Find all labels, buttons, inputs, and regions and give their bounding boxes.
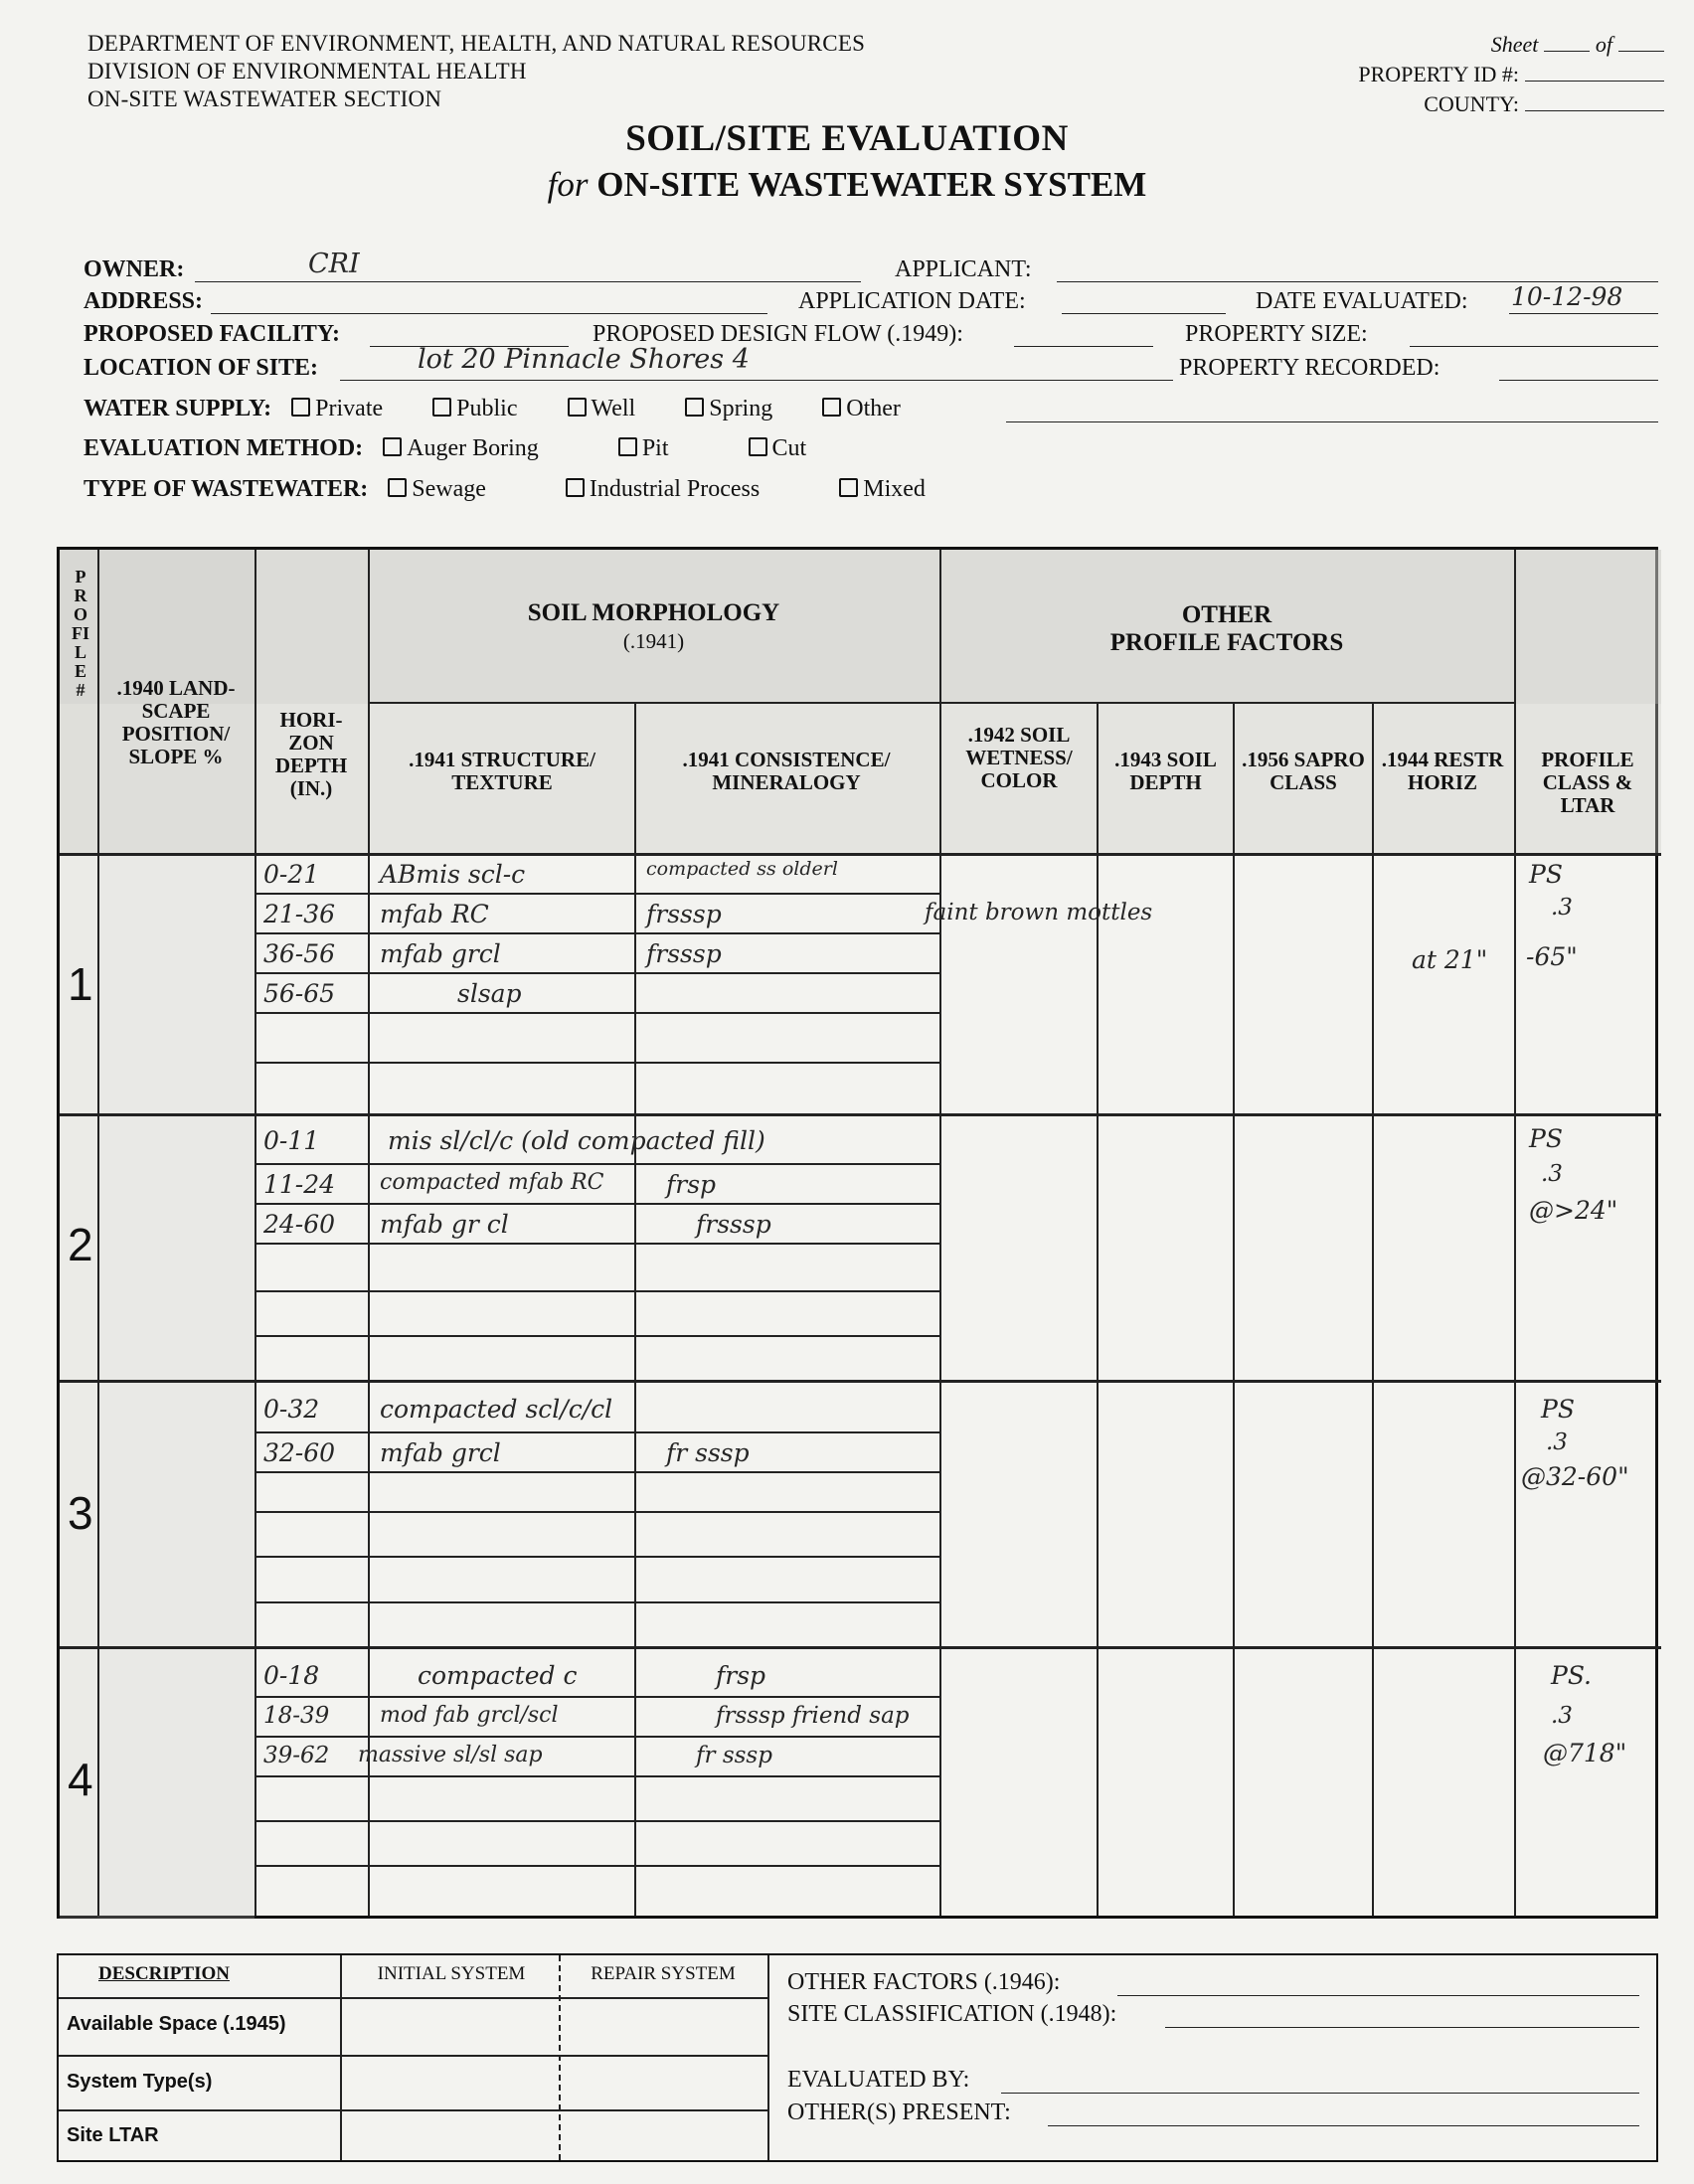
row-line (254, 1511, 939, 1513)
row-line (254, 1471, 939, 1473)
consistence-value: frsssp (696, 1210, 771, 1239)
profile-class-value: .3 (1551, 895, 1573, 921)
option-private: Private (315, 396, 384, 421)
structure-texture: ABmis scl-c (380, 860, 526, 889)
page-subtitle (0, 165, 1694, 205)
design-flow-label: PROPOSED DESIGN FLOW (.1949): (593, 321, 963, 347)
row-line (254, 1865, 939, 1867)
row-line (59, 2109, 767, 2111)
horizon-depth: 18-39 (263, 1703, 330, 1729)
row-line (59, 2055, 767, 2057)
profile-divider (60, 1113, 1661, 1116)
horizon-depth: 0-18 (263, 1661, 320, 1690)
profile-class-value: PS (1541, 1395, 1575, 1424)
option-industrial: Industrial Process (589, 476, 761, 502)
site-classification-label: SITE CLASSIFICATION (.1948): (787, 2001, 1117, 2027)
profile-class-header: PROFILE CLASS & LTAR (1541, 748, 1634, 817)
sheet-field[interactable] (1544, 33, 1590, 52)
profile-class-value: PS. (1551, 1661, 1593, 1690)
site-classification-field[interactable] (1165, 2027, 1639, 2028)
consistence-value: frsssp friend sap (716, 1703, 910, 1729)
checkbox-pit[interactable] (618, 437, 637, 456)
profile-class-value: -65" (1526, 942, 1578, 971)
evaluated-by-field[interactable] (1001, 2093, 1639, 2094)
horizon-depth: 21-36 (263, 900, 336, 928)
structure-header: .1941 STRUCTURE/ TEXTURE (409, 748, 595, 794)
system-type-label: System Type(s) (67, 2071, 213, 2093)
soil-depth-header: .1943 SOIL DEPTH (1114, 748, 1217, 794)
location-field[interactable] (340, 380, 1173, 381)
property-id-field[interactable] (1525, 63, 1664, 82)
option-spring: Spring (709, 396, 773, 421)
row-line (254, 893, 939, 895)
profile-divider (60, 1380, 1661, 1383)
row-line (254, 1820, 939, 1822)
property-size-field[interactable] (1410, 346, 1658, 347)
of-field[interactable] (1618, 33, 1664, 52)
soil-morphology-code: (.1941) (622, 629, 685, 653)
owner-value: CRI (308, 249, 360, 279)
consistence-value: frsp (666, 1170, 717, 1199)
horizon-depth: 32-60 (263, 1438, 336, 1467)
profile-class-value: .3 (1551, 1703, 1573, 1729)
structure-texture: mfab gr cl (380, 1210, 509, 1239)
row-line (254, 972, 939, 974)
restr-header: .1944 RESTR HORIZ (1381, 748, 1504, 794)
col-line (939, 550, 941, 1916)
location-value: lot 20 Pinnacle Shores 4 (418, 344, 750, 375)
horizon-depth: 36-56 (263, 939, 336, 968)
row-line (254, 1062, 939, 1064)
property-recorded-label: PROPERTY RECORDED: (1179, 355, 1440, 381)
col-line (1097, 704, 1099, 1916)
checkbox-other[interactable] (822, 398, 841, 417)
site-ltar-label: Site LTAR (67, 2124, 159, 2146)
col-line (1372, 704, 1374, 1916)
address-field[interactable] (211, 313, 767, 314)
profile-class-value: PS (1529, 860, 1563, 889)
structure-texture: mis sl/cl/c (old compacted fill) (388, 1126, 765, 1155)
property-size-label: PROPERTY SIZE: (1185, 321, 1368, 347)
soil-morphology-title: SOIL MORPHOLOGY (527, 599, 780, 626)
others-present-label: OTHER(S) PRESENT: (787, 2100, 1011, 2125)
soil-profile-table (57, 547, 1658, 1919)
wastewater-row (84, 476, 955, 503)
horizon-depth: 0-21 (263, 860, 320, 889)
date-evaluated-label: DATE EVALUATED: (1256, 288, 1468, 314)
row-line (254, 1163, 939, 1165)
structure-texture: compacted mfab RC (380, 1170, 604, 1195)
owner-label: OWNER: (84, 256, 185, 282)
consistence-value: fr sssp (666, 1438, 750, 1467)
col-line (1233, 704, 1235, 1916)
horizon-depth: 39-62 (263, 1743, 330, 1768)
structure-texture: mfab grcl (380, 1438, 501, 1467)
design-flow-field[interactable] (1014, 346, 1153, 347)
available-space-label: Available Space (.1945) (67, 2013, 286, 2035)
department-header (87, 30, 865, 113)
checkbox-well[interactable] (568, 398, 587, 417)
structure-texture: compacted scl/c/cl (380, 1395, 613, 1424)
restr-value: at 21" (1412, 945, 1488, 974)
col-line (1514, 550, 1516, 1916)
row-line (254, 1431, 939, 1433)
others-present-field[interactable] (1048, 2125, 1639, 2126)
county-field[interactable] (1525, 92, 1664, 111)
property-id-label: PROPERTY ID #: (1358, 62, 1519, 86)
option-other: Other (846, 396, 901, 421)
repair-system-header: REPAIR SYSTEM (591, 1963, 736, 1984)
sheet-label: Sheet (1490, 32, 1539, 57)
county-label: COUNTY: (1424, 91, 1519, 116)
col-line (97, 550, 99, 1916)
water-supply-row (84, 396, 901, 422)
structure-texture: mfab grcl (380, 939, 501, 968)
option-cut: Cut (771, 435, 807, 461)
checkbox-mixed[interactable] (839, 478, 858, 497)
option-sewage: Sewage (412, 476, 486, 502)
row-line (254, 1556, 939, 1558)
address-label: ADDRESS: (84, 288, 204, 314)
consistence-header: .1941 CONSISTENCE/ MINERALOGY (682, 748, 891, 794)
option-well: Well (591, 396, 636, 421)
consistence-value: compacted ss olderl (646, 858, 838, 880)
wetness-value: faint brown mottles (925, 900, 1153, 925)
profile-number: 2 (68, 1219, 93, 1270)
sheet-info (1358, 30, 1664, 119)
evaluated-by-label: EVALUATED BY: (787, 2067, 970, 2093)
profile-divider (60, 1646, 1661, 1649)
dept-line-3: ON-SITE WASTEWATER SECTION (87, 86, 442, 111)
row-line (254, 1775, 939, 1777)
header-divider (368, 702, 1514, 704)
checkbox-industrial[interactable] (566, 478, 585, 497)
profile-class-value: @>24" (1529, 1196, 1618, 1225)
row-line (254, 932, 939, 934)
horizon-depth: 0-32 (263, 1395, 320, 1424)
row-line (254, 1203, 939, 1205)
profile-number: 4 (68, 1754, 93, 1805)
horizon-depth: 24-60 (263, 1210, 336, 1239)
profile-class-value: .3 (1546, 1429, 1568, 1455)
date-evaluated-value: 10-12-98 (1511, 282, 1623, 311)
row-line (254, 1335, 939, 1337)
other-factors-subtitle: PROFILE FACTORS (1109, 629, 1344, 656)
consistence-value: frsssp (646, 900, 722, 928)
checkbox-auger-boring[interactable] (383, 437, 402, 456)
horizon-depth: 11-24 (263, 1170, 336, 1199)
horizon-depth: 56-65 (263, 979, 336, 1008)
evaluation-method-label: EVALUATION METHOD: (84, 435, 364, 461)
property-recorded-field[interactable] (1499, 380, 1658, 381)
of-label: of (1595, 32, 1612, 57)
row-line (254, 1736, 939, 1738)
other-factors-title: OTHER (1181, 601, 1272, 628)
row-line (59, 1997, 767, 1999)
checkbox-public[interactable] (432, 398, 451, 417)
application-date-field[interactable] (1062, 313, 1226, 314)
option-mixed: Mixed (863, 476, 926, 502)
checkbox-sewage[interactable] (388, 478, 407, 497)
consistence-value: fr sssp (696, 1743, 772, 1768)
proposed-facility-label: PROPOSED FACILITY: (84, 321, 341, 347)
page-title: SOIL/SITE EVALUATION (625, 118, 1069, 159)
structure-texture: mod fab grcl/scl (380, 1703, 559, 1728)
consistence-value: frsp (716, 1661, 766, 1690)
row-line (254, 1290, 939, 1292)
profile-number: 1 (68, 958, 93, 1010)
col-line (254, 550, 256, 1916)
profile-number-header: PROFILE # (72, 567, 89, 700)
location-label: LOCATION OF SITE: (84, 355, 319, 381)
row-line (254, 1012, 939, 1014)
other-supply-field[interactable] (1006, 421, 1658, 422)
profile-class-value: PS (1529, 1124, 1563, 1153)
dept-line-2: DIVISION OF ENVIRONMENTAL HEALTH (87, 59, 527, 84)
subtitle-for: for (547, 165, 589, 204)
col-line (368, 550, 370, 1916)
structure-texture: slsap (457, 979, 522, 1008)
consistence-value: frsssp (646, 939, 722, 968)
dept-line-1: DEPARTMENT OF ENVIRONMENT, HEALTH, AND NATURAL RESOURCES (87, 31, 866, 56)
option-pit: Pit (641, 435, 669, 461)
checkbox-spring[interactable] (685, 398, 704, 417)
col-line (767, 1955, 769, 2160)
horizon-header: HORI-ZON DEPTH (IN.) (274, 708, 348, 800)
landscape-header: .1940 LAND-SCAPE POSITION/ SLOPE % (116, 676, 236, 768)
sapro-header: .1956 SAPRO CLASS (1242, 748, 1365, 794)
other-factors-field[interactable] (1117, 1995, 1639, 1996)
row-line (254, 1243, 939, 1245)
owner-field[interactable] (195, 281, 861, 282)
col-line (340, 1955, 342, 2160)
row-line (254, 1696, 939, 1698)
profile-class-value: @32-60" (1521, 1462, 1629, 1491)
date-evaluated-field[interactable] (1509, 313, 1658, 314)
col-line (559, 1955, 561, 2160)
row-line (254, 1601, 939, 1603)
evaluation-method-row (84, 435, 836, 462)
structure-texture: compacted c (418, 1661, 578, 1690)
profile-class-value: @718" (1543, 1739, 1627, 1767)
wastewater-label: TYPE OF WASTEWATER: (84, 476, 369, 502)
profile-number: 3 (68, 1487, 93, 1539)
option-auger-boring: Auger Boring (407, 435, 539, 461)
wetness-header: .1942 SOIL WETNESS/ COLOR (965, 723, 1073, 792)
profile-class-value: .3 (1541, 1161, 1563, 1187)
structure-texture: mfab RC (380, 900, 489, 928)
option-public: Public (456, 396, 518, 421)
subtitle-rest: ON-SITE WASTEWATER SYSTEM (596, 165, 1147, 204)
description-header: DESCRIPTION (98, 1963, 230, 1984)
other-factors-header (939, 601, 1514, 657)
soil-morphology-header (368, 599, 939, 655)
applicant-label: APPLICANT: (895, 256, 1032, 282)
water-supply-label: WATER SUPPLY: (84, 396, 272, 421)
header-bottom (60, 853, 1661, 856)
system-summary (57, 1953, 1658, 2162)
other-factors-label: OTHER FACTORS (.1946): (787, 1969, 1061, 1995)
checkbox-private[interactable] (291, 398, 310, 417)
structure-texture: massive sl/sl sap (358, 1743, 543, 1767)
application-date-label: APPLICATION DATE: (798, 288, 1026, 314)
initial-system-header: INITIAL SYSTEM (377, 1963, 526, 1984)
horizon-depth: 0-11 (263, 1126, 320, 1155)
checkbox-cut[interactable] (749, 437, 767, 456)
col-line (634, 704, 636, 1916)
